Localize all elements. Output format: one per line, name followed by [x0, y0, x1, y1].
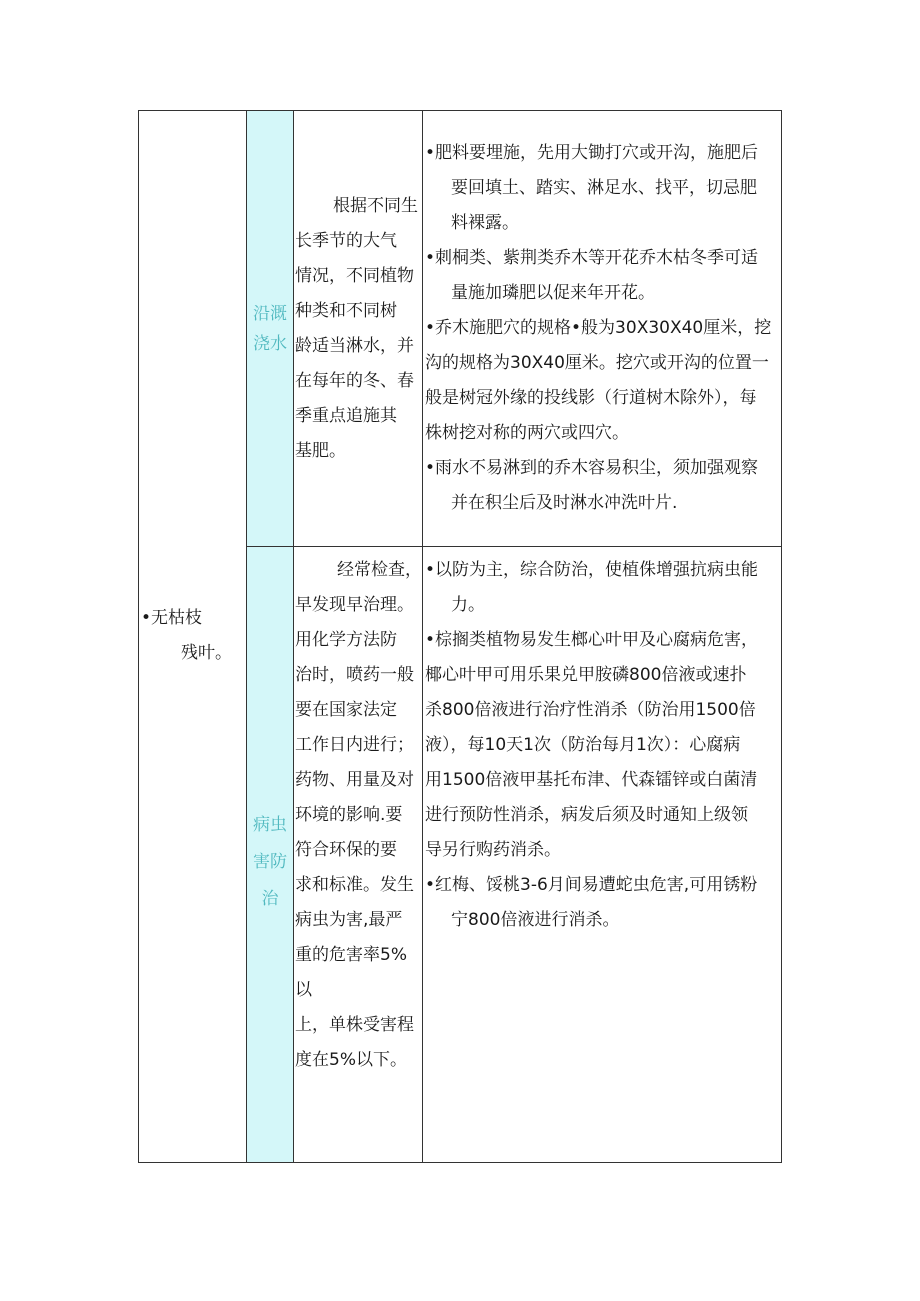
detail-line: •棕搁类植物易发生榔心叶甲及心腐病危害，: [425, 630, 759, 650]
bullet-point: •: [141, 608, 152, 628]
category-cell-pest-control: [247, 807, 293, 918]
description-line: 根据不同生: [333, 196, 418, 216]
detail-line: 椰心叶甲可用乐果兑甲胺磷800倍液或速扑: [425, 665, 747, 685]
description-line: 工作日内进行；: [295, 735, 414, 755]
detail-line: •乔木施肥穴的规格•般为30X30X40厘米，挖: [425, 318, 772, 338]
description-line: 经常检查，: [337, 560, 422, 580]
description-line: 龄适当淋水，并: [295, 336, 414, 356]
description-line: 种类和不同树: [295, 301, 397, 321]
requirement-line1: [139, 601, 246, 636]
detail-line: •肥料要埋施，先用大锄打穴或开沟，施肥后: [425, 143, 759, 163]
description-line: 用化学方法防: [295, 630, 397, 650]
description-line: 符合环保的要: [295, 840, 397, 860]
details-cell-pest-control: [423, 553, 781, 938]
bullet-point: •: [425, 630, 436, 650]
description-line: 上，单株受害程: [295, 1015, 414, 1035]
column-divider: [246, 111, 247, 1162]
requirement-text: 无枯枝: [151, 608, 203, 628]
description-line: 病虫为害,最严: [295, 910, 403, 930]
requirement-cell: [139, 601, 246, 671]
detail-line: 杀800倍液进行治疗性消杀（防治用1500倍: [425, 700, 756, 720]
description-line: 要在国家法定: [295, 700, 397, 720]
category-label: 病虫: [253, 815, 287, 835]
detail-line: 力。: [451, 595, 485, 615]
category-label: 害防: [253, 852, 287, 872]
description-line: 求和标准。发生: [295, 875, 414, 895]
maintenance-table: [138, 110, 782, 1163]
detail-line: 并在积尘后及时淋水冲洗叶片.: [451, 493, 678, 513]
bullet-point: •: [425, 318, 436, 338]
description-line: 治时，喷药一般: [295, 665, 414, 685]
bullet-point: •: [425, 458, 436, 478]
detail-line: 宁800倍液进行消杀。: [451, 910, 620, 930]
bullet-point: •: [425, 875, 436, 895]
category-label: 治: [261, 889, 279, 909]
detail-line: 沟的规格为30X40厘米。挖穴或开沟的位置一: [425, 353, 769, 373]
description-line: 早发现早治理。: [295, 595, 414, 615]
description-line: 药物、用量及对: [295, 770, 414, 790]
description-line: 重的危害率5%以: [295, 945, 407, 1000]
detail-line: 导另行购药消杀。: [425, 840, 561, 860]
description-line: 环境的影响.要: [295, 805, 403, 825]
detail-line: 要回填土、踏实、淋足水、找平，切忌肥: [451, 178, 757, 198]
row-divider: [246, 546, 781, 547]
description-line: 度在5%以下。: [295, 1050, 407, 1070]
detail-line: •红梅、馁桃3-6月间易遭蛇虫危害,可用锈粉: [425, 875, 758, 895]
detail-line: 用1500倍液甲基托布津、代森镭锌或白菌清: [425, 770, 758, 790]
description-line: 基肥。: [295, 441, 346, 461]
requirement-line2: 残叶。: [181, 643, 232, 663]
detail-line: 般是树冠外缘的投线影（行道树木除外），每: [425, 388, 757, 408]
category-cell-irrigation: [247, 299, 293, 359]
detail-line: 量施加璘肥以促来年开花。: [451, 283, 655, 303]
details-cell-irrigation: [423, 136, 781, 521]
category-label: 沿溉: [253, 304, 287, 324]
detail-line: 进行预防性消杀，病发后须及时通知上级领: [425, 805, 748, 825]
category-label: 浇水: [253, 334, 287, 354]
description-cell-irrigation: [294, 189, 422, 469]
category-column-fill: [247, 111, 293, 1162]
description-line: 长季节的大气: [295, 231, 397, 251]
detail-line: •以防为主，综合防治，使植侏增强抗病虫能: [425, 560, 759, 580]
description-line: 季重点追施其: [295, 406, 397, 426]
bullet-point: •: [425, 248, 436, 268]
bullet-point: •: [425, 560, 436, 580]
bullet-point: •: [425, 143, 436, 163]
detail-line: 株树挖对称的两穴或四穴。: [425, 423, 629, 443]
detail-line: •雨水不易淋到的乔木容易积尘，须加强观察: [425, 458, 759, 478]
detail-line: 液），每10天1次（防治每月1次）：心腐病: [425, 735, 741, 755]
description-line: 在每年的冬、春: [295, 371, 414, 391]
description-cell-pest-control: [294, 553, 422, 1078]
detail-line: 料裸露。: [451, 213, 519, 233]
description-line: 情况，不同植物: [295, 266, 414, 286]
detail-line: •刺桐类、紫荆类乔木等开花乔木枯冬季可适: [425, 248, 759, 268]
